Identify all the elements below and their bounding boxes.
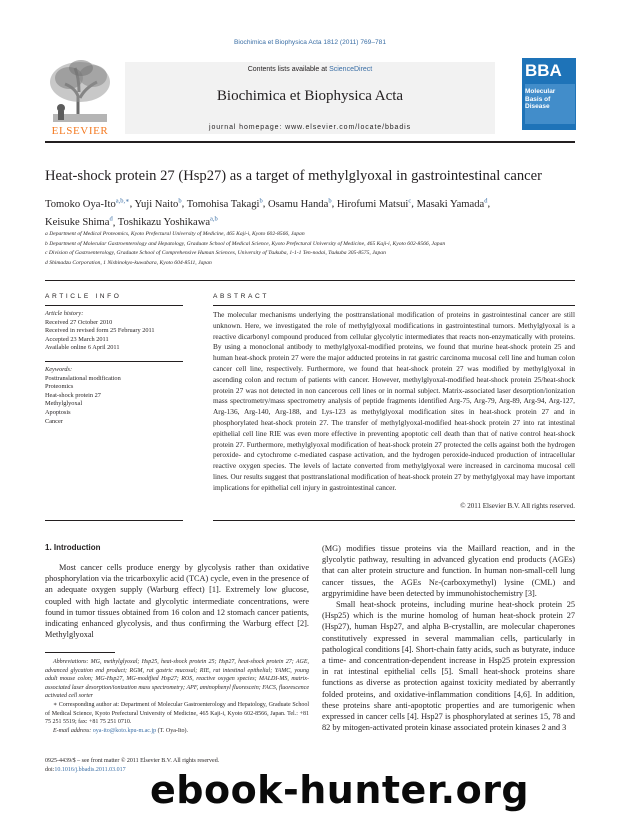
article-history bbox=[45, 310, 195, 353]
affiliations bbox=[45, 230, 575, 268]
cover-subtitle-line: Molecular bbox=[525, 88, 556, 95]
author[interactable]: Keisuke Shima$^d$ bbox=[45, 215, 113, 229]
doi-link[interactable]: 10.1016/j.bbadis.2011.03.017 bbox=[54, 766, 126, 773]
email-footnote: E-mail address: oya-ito@koto.kpu-m.ac.jp (T. Oya-Ito). bbox=[53, 727, 189, 734]
intro-right-column bbox=[322, 543, 575, 733]
keyword: Cancer bbox=[45, 417, 63, 425]
section-heading-introduction: 1. Introduction bbox=[45, 543, 101, 552]
keywords-divider bbox=[45, 361, 183, 362]
intro-left-paragraph: Most cancer cells produce energy by glycolysis rather than oxidative phosphorylation via the tricarboxylic acid (TCA) cycle, even in the presence of an adequate oxygen supply (Warburg effect) [1]. Extremely low glucose, coupled with high lactate and glycolytic intermediate concentrations, were found in tumor tissues obtained from 16 colon and 12 stomach cancer patients, indicating enhanced glycolysis, and thus confirming the Warburg effect [2]. Methylglyoxal bbox=[45, 563, 309, 640]
affiliation: b Department of Molecular Gastroenterology and Hepatology, Graduate School of Medical Science, Kyoto Prefectural University of Medicine, 465 Kaji-i, Kyoto 602-8566, Japan bbox=[45, 240, 446, 247]
journal-title: Biochimica et Biophysica Acta bbox=[216, 88, 404, 104]
affiliation: c Division of Gastroenterology, Graduate School of Comprehensive Human Sciences, University of Tsukuba, 1-1-1 Ten-nodai, Tsukuba 305-8575, Japan bbox=[45, 250, 386, 256]
keyword: Heat-shock protein 27 bbox=[45, 391, 101, 399]
keyword: Apoptosis bbox=[45, 408, 71, 416]
history-item: Accepted 23 March 2011 bbox=[45, 335, 109, 343]
footnotes bbox=[45, 658, 309, 735]
author-list: Tomoko Oya-Ito$^{a,b,∗}$, Yuji Naito$^b$, Tomohisa Takagi$^b$, Osamu Handa$^b$, Hirofumi Matsui$^c$, Masaki Yamada$^d$, Keisuke Shima$^d$, Toshikazu Yoshikawa$^{a,b}$ bbox=[45, 197, 491, 229]
history-item: Received 27 October 2010 bbox=[45, 318, 113, 326]
issn-line: 0925-4439/$ – see front matter © 2011 Elsevier B.V. All rights reserved. bbox=[45, 758, 220, 764]
history-item: Received in revised form 25 February 2011 bbox=[45, 327, 155, 335]
doi-line: doi:10.1016/j.bbadis.2011.03.017 bbox=[45, 766, 126, 773]
abstract-bottom-divider bbox=[213, 520, 575, 521]
article-info-heading: ARTICLE INFO bbox=[45, 293, 122, 300]
header-divider bbox=[45, 141, 575, 143]
abstract-divider bbox=[213, 305, 575, 306]
watermark: ebook-hunter.org bbox=[150, 768, 530, 812]
keywords bbox=[45, 366, 195, 426]
affiliation: d Shimadzu Corporation, 1 Nishinokyo-kuwabara, Kyoto 604-8511, Japan bbox=[45, 259, 212, 266]
corresponding-author-footnote: ∗ Corresponding author at: Department of Molecular Gastroenterology and Hepatology, Graduate School of Medical Science, Kyoto Prefectural University of Medicine, 465 Kaji-i, Kyoto 602-8566, Japan. Tel.: +81 75 251 5519; fax: +81 75 251 0710. bbox=[45, 701, 309, 726]
email-link[interactable]: oya-ito@koto.kpu-m.ac.jp bbox=[92, 727, 157, 734]
author[interactable]: Masaki Yamada$^d$ bbox=[416, 197, 488, 210]
footnote-divider bbox=[45, 652, 115, 653]
affiliation: a Department of Medical Proteomics, Kyoto Prefectural University of Medicine, 465 Kaji-i, Kyoto 602-8566, Japan bbox=[45, 231, 305, 237]
affiliation-divider bbox=[45, 280, 575, 281]
intro-paragraph: Small heat-shock proteins, including murine heat-shock protein 25 (Hsp25) which is the murine homolog of human heat-shock protein 27 (Hsp27), human Hsp27, and alpha B-crystallin, are molecular chaperones constitutively expressed in several mammalian cells, particularly in pathological conditions [4]. Short-chain fatty acids, such as butyrate, induce a time- and concentration-dependent increase in Hsp25 protein expression in rat intestinal epithelial cells [5]. Small heat-shock proteins share functions as diverse as protection against toxicity mediated by aberrantly folded proteins, and oxidative-inflammation conditions [4,6]. In addition, these proteins share anti-apoptotic properties and are tumorigenic when expressed in cancer cells [4]. Hsp27 is phosphorylated at serines 15, 78 and 82 by mitogen-activated protein kinase associated protein kinases 2 and 3 bbox=[322, 600, 575, 733]
publisher-name: ELSEVIER bbox=[51, 125, 109, 137]
contents-line bbox=[125, 66, 495, 73]
keyword: Methylglyoxal bbox=[45, 400, 83, 408]
journal-homepage[interactable]: journal homepage: www.elsevier.com/locate/bbadis bbox=[209, 124, 411, 131]
author[interactable]: Tomohisa Takagi$^b$ bbox=[186, 197, 263, 210]
article-info-divider bbox=[45, 305, 183, 306]
journal-cover-image bbox=[522, 58, 576, 130]
paper-title: Heat-shock protein 27 (Hsp27) as a target of methylglyoxal in gastrointestinal cancer bbox=[45, 168, 542, 184]
author[interactable]: Osamu Handa$^b$ bbox=[268, 197, 332, 210]
abstract-heading: ABSTRACT bbox=[213, 293, 269, 300]
journal-citation: Biochimica et Biophysica Acta 1812 (2011) 769–781 bbox=[234, 39, 386, 46]
cover-bba: BBA bbox=[525, 61, 562, 80]
cover-subtitle-line: Disease bbox=[525, 103, 550, 110]
history-item: Available online 6 April 2011 bbox=[45, 344, 120, 352]
sciencedirect-link[interactable]: ScienceDirect bbox=[329, 66, 373, 73]
author[interactable]: Tomoko Oya-Ito$^{a,b,∗}$ bbox=[45, 197, 130, 210]
info-bottom-divider bbox=[45, 520, 183, 521]
history-label: Article history: bbox=[45, 310, 84, 317]
keyword: Posttranslational modification bbox=[45, 374, 121, 382]
intro-paragraph: (MG) modifies tissue proteins via the Maillard reaction, and in the glycolytic pathway, resulting in advanced glycation end products (AGEs) that can alter protein structure and function. In human non-small-cell lung cancer tissues, the AGEs Nε-(carboxymethyl) lysine (CML) and argpyrimidine have been detected by immunohistochemistry [3]. bbox=[322, 544, 575, 598]
abbreviations-footnote: Abbreviations: MG, methylglyoxal; Hsp25, heat-shock protein 25; Hsp27, heat-shock protein 27; AGE, advanced glycation end product; RGM, rat gastric mucosal; RIE, rat intestinal epithelial; YAMC, young adult mouse colon; MG-Hsp27, MG-modified Hsp27; ROS, reactive oxygen species; MALDI-MS, matrix-associated laser desorption/ionization mass spectrometry; APF, aminophenyl fluorescein; FACS, fluorescence activated cell sorter bbox=[45, 659, 309, 700]
contents-prefix: Contents lists available at bbox=[247, 66, 330, 73]
keyword: Proteomics bbox=[45, 383, 74, 391]
abstract-text: The molecular mechanisms underlying the posttranslational modification of proteins in gastrointestinal cancer are still unknown. Here, we investigated the role of methylglyoxal modifications in gastrointestinal tumors. Methylglyoxal is a reactive dicarbonyl compound produced from cellular glycolytic intermediates that reacts non-enzymatically with proteins. By using a monoclonal antibody to methylglyoxal-modified proteins, we found that murine heat-shock protein 25 and human heat-shock protein 27 were the major adducted proteins in rat gastric carcinoma mucosal cell line and human colon cancer cell line, respectively. Furthermore, we found that heat-shock protein 27 was modified by methylglyoxal in ascending colon and rectum of patients with cancer. However, methylglyoxal-modified heat-shock protein 25/heat-shock protein 27 was not detected in non cancerous cell lines or in normal subject. Matrix-associated laser desorption/ionization mass spectrometry/mass spectrometry analysis of peptide fragments identified Arg-75, Arg-79, Arg-89, Arg-94, Arg-127, Arg-136, Arg-140, Arg-188, and Lys-123 as methylglyoxal modification sites in heat-shock protein 27 and in phosphorylated heat-shock protein 27. The transfer of methylglyoxal-modified heat-shock protein 27 into rat intestinal epithelial cell line RIE was even more effective in preventing apoptotic cell death than that of native control heat-shock protein 27. Furthermore, methylglyoxal modification of heat-shock protein 27 protected the cells against both the hydrogen peroxide- and cytochrome c-mediated caspase activation, and the hydrogen peroxide-induced production of intracellular reactive oxygen species. The levels of lactate converted from methylglyoxal were increased in carcinoma mucosal cell lines. Our results suggest that posttranslational modification of heat-shock protein 27 by methylglyoxal may have important implications for epithelial cell injury in gastrointestinal cancer. bbox=[213, 310, 575, 492]
cover-subtitle-line: Basis of bbox=[525, 95, 551, 103]
author[interactable]: Hirofumi Matsui$^c$ bbox=[336, 197, 412, 210]
author[interactable]: Toshikazu Yoshikawa$^{a,b}$ bbox=[117, 215, 218, 229]
abstract-copyright: © 2011 Elsevier B.V. All rights reserved. bbox=[460, 502, 575, 510]
author[interactable]: Yuji Naito$^b$ bbox=[134, 197, 182, 210]
keywords-label: Keywords: bbox=[45, 366, 73, 373]
cover-subtitle bbox=[525, 88, 575, 111]
